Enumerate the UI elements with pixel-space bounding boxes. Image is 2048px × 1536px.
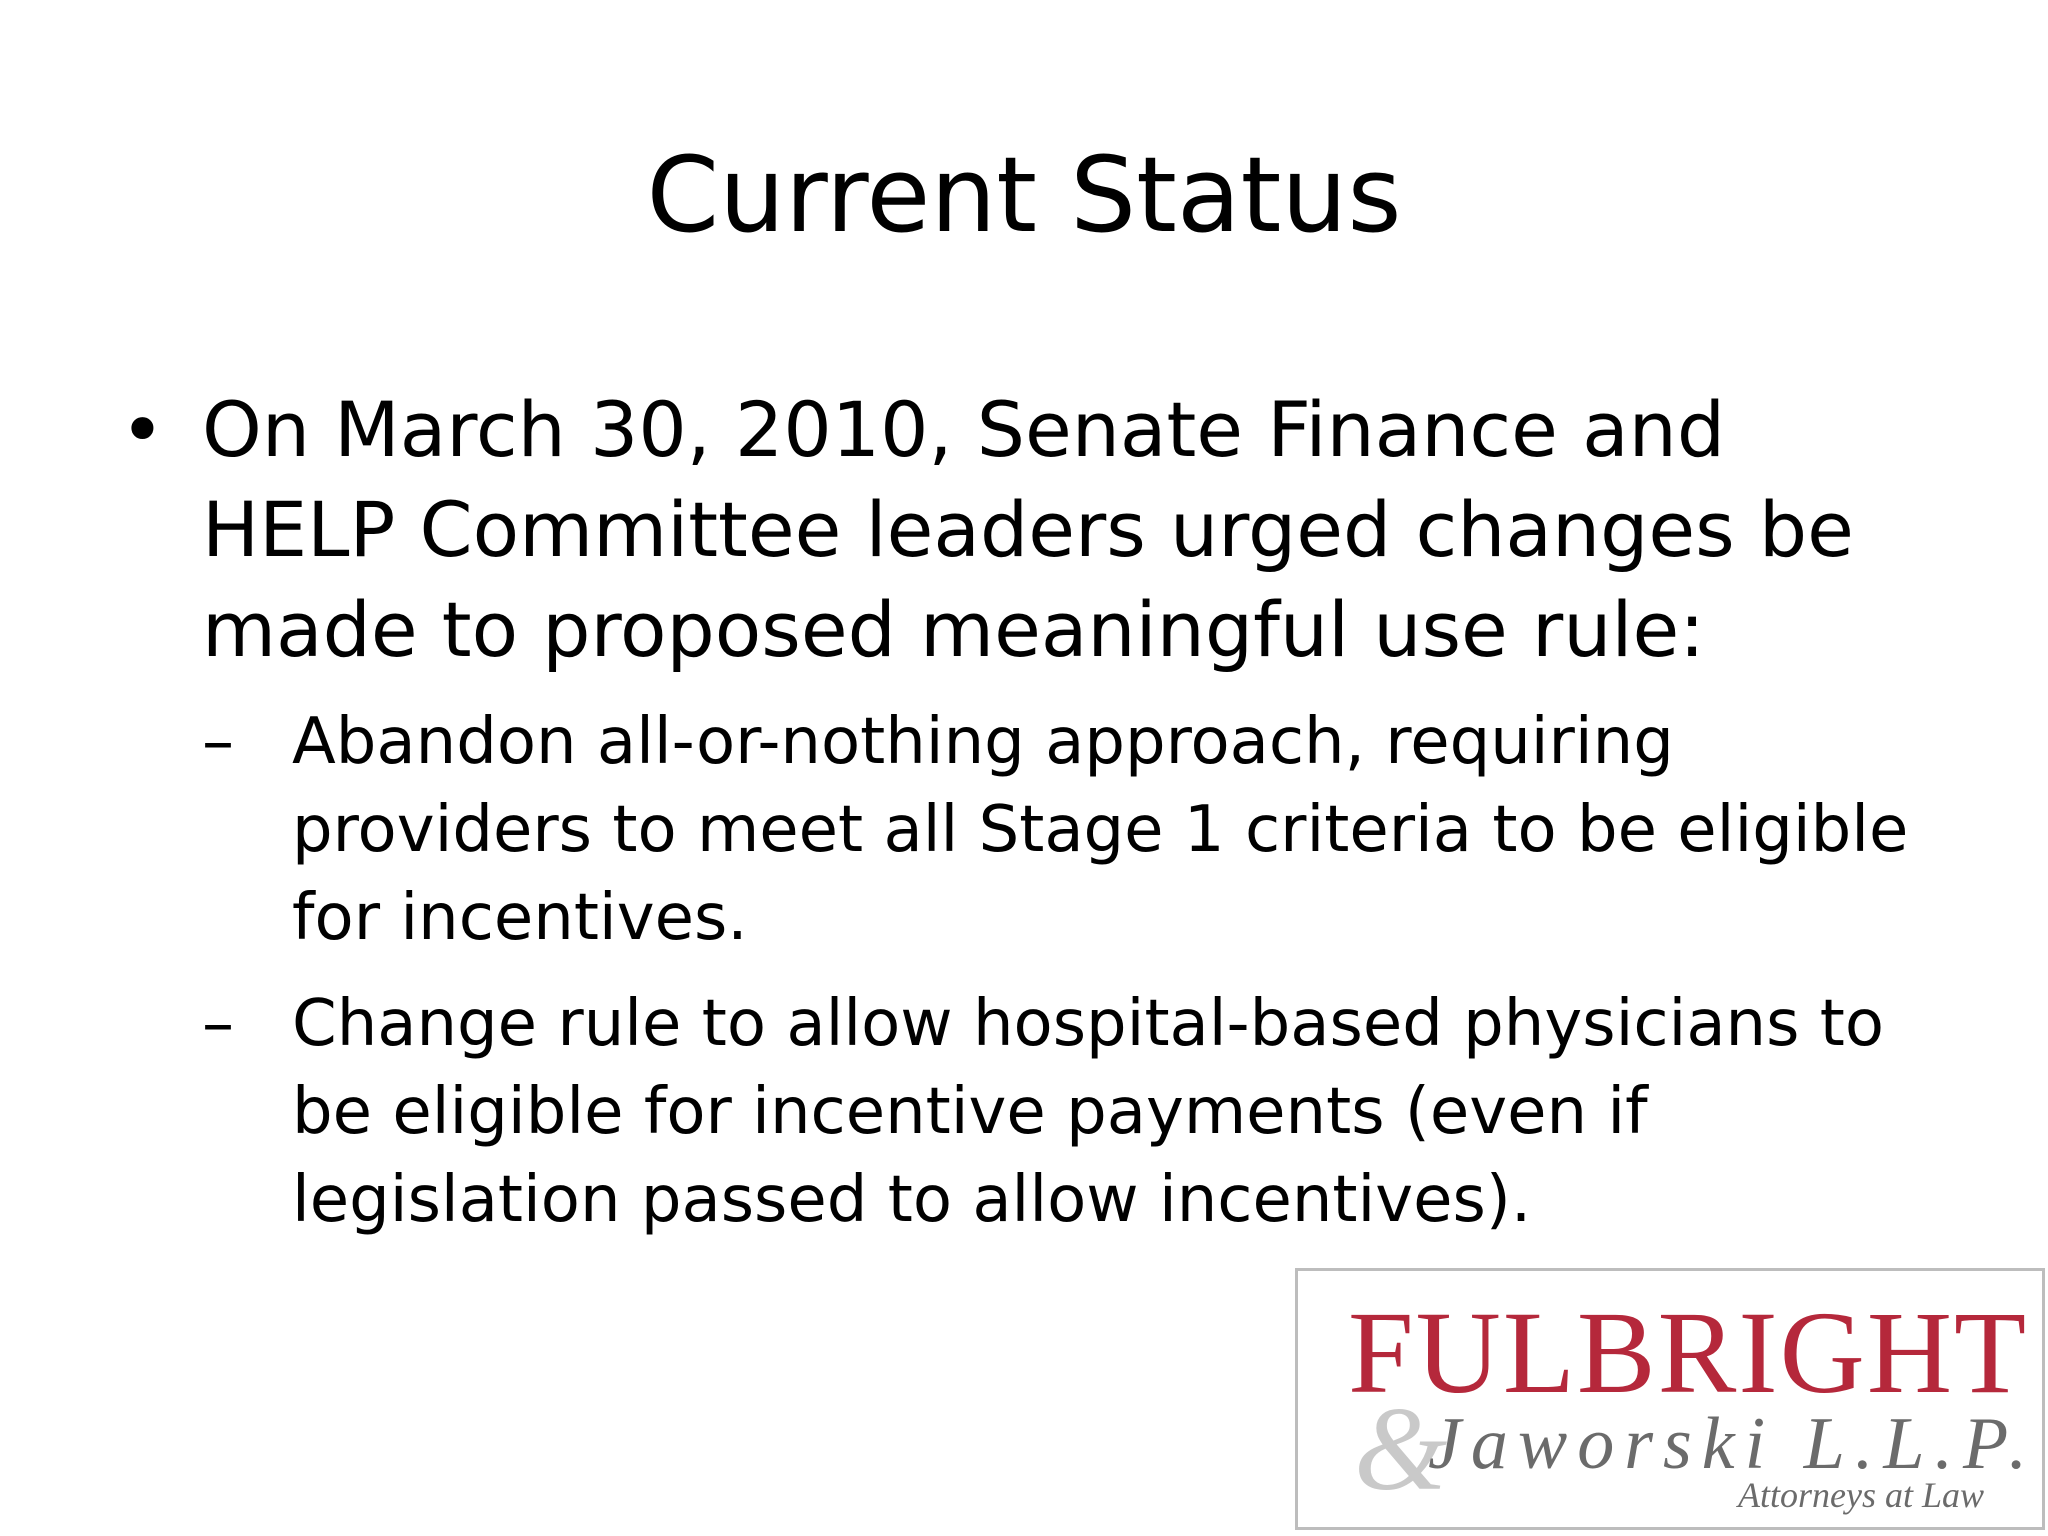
sub-bullet-marker: – <box>202 987 234 1061</box>
sub-bullet-list <box>202 698 1920 1244</box>
sub-bullet-text: Abandon all-or-nothing approach, requiring providers to meet all Stage 1 criteria to be eligible for incentives. <box>292 705 1909 955</box>
sub-bullet-item <box>202 980 1920 1244</box>
firm-logo <box>1295 1268 2045 1530</box>
sub-bullet-text: Change rule to allow hospital-based physicians to be eligible for incentive payments (even if legislation passed to allow incentives). <box>292 987 1885 1237</box>
sub-bullet-marker: – <box>202 705 234 779</box>
logo-partner-name: Jaworski L.L.P. <box>1428 1403 2038 1485</box>
logo-firm-name: FULBRIGHT <box>1348 1287 2029 1418</box>
bullet-text: On March 30, 2010, Senate Finance and HELP Committee leaders urged changes be made to proposed meaningful use rule: <box>202 385 1854 674</box>
logo-ampersand: & <box>1354 1382 1448 1515</box>
bullet-item <box>120 380 1920 1244</box>
slide-title: Current Status <box>646 134 1402 256</box>
bullet-marker: • <box>120 385 165 474</box>
bullet-list <box>120 380 1920 1262</box>
logo-tagline: Attorneys at Law <box>1737 1475 1984 1515</box>
sub-bullet-item <box>202 698 1920 962</box>
